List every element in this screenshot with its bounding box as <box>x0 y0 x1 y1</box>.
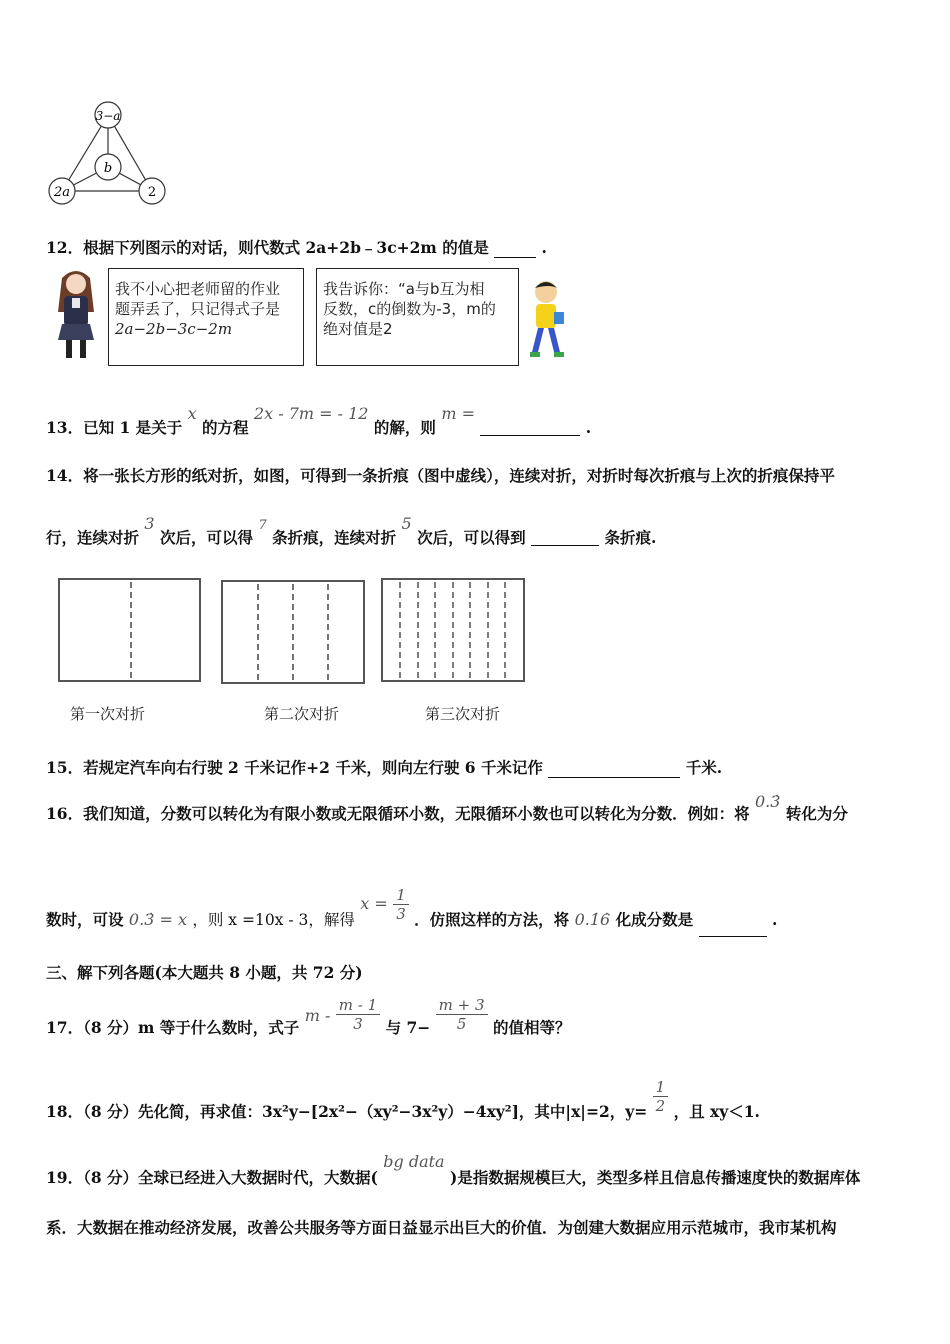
fold-diagram-2 <box>221 580 365 684</box>
q12-answer-blank[interactable] <box>494 257 536 258</box>
q16-fraction: $\frac{1}{3}$ <box>393 886 409 923</box>
q14-answer-blank[interactable] <box>531 545 599 546</box>
question-19-line1: 19．（8 分）全球已经进入大数据时代，大数据( bg data )是指数据规模巨大，类型多样且信息传播速度快的数据库体 <box>46 1152 861 1187</box>
question-14-line2: 行，连续对折 3 次后，可以得 7 条折痕，连续对折 5 次后，可以得到 条折痕. <box>46 514 657 547</box>
fold-caption-3: 第三次对折 <box>425 705 501 723</box>
question-19-line2: 系．大数据在推动经济发展，改善公共服务等方面日益显示出巨大的价值．为创建大数据应用示范城市，我市某机构 <box>46 1218 837 1237</box>
fold-diagram-3 <box>381 578 525 682</box>
fold-diagram-1 <box>58 578 201 682</box>
q15-answer-blank[interactable] <box>548 777 680 778</box>
question-14-line1: 14．将一张长方形的纸对折，如图，可得到一条折痕（图中虚线），连续对折，对折时每次折痕与上次的折痕保持平 <box>46 466 835 485</box>
triangle-center-label: b <box>103 161 113 176</box>
question-16-line1: 16．我们知道，分数可以转化为有限小数或无限循环小数，无限循环小数也可以转化为分数．例如：将 0.3̇ 转化为分 <box>46 792 848 823</box>
question-16-line2: 数时，可设 0.3̇ = x ，则 x =10x - 3，解得 x = $\frac{1}{3}$ ．仿照这样的方法，将 0.1̇6̇ 化成分数是 . <box>46 876 777 926</box>
triangle-diagram <box>40 95 180 215</box>
q18-fraction: $\frac{1}{2}$ <box>653 1078 669 1115</box>
girl-speech-bubble: 我不小心把老师留的作业 题弄丢了，只记得式子是 2a−2b−3c−2m <box>108 268 304 366</box>
fold-caption-2: 第二次对折 <box>264 705 340 723</box>
section-3-heading: 三、解下列各题(本大题共 8 小题，共 72 分) <box>46 963 363 982</box>
triangle-top-label: 3−a <box>95 109 121 123</box>
question-13: 13．已知 1 是关于 x 的方程 2x - 7m = - 12 的解，则 m = . <box>46 404 592 437</box>
q12-text: 12．根据下列图示的对话，则代数式 2a+2b﹣3c+2m 的值是 <box>46 238 489 257</box>
triangle-right-label: 2 <box>147 185 157 200</box>
q17-fraction-1: $\frac{m - 1}{3}$ <box>336 996 380 1033</box>
girl-figure <box>48 268 104 364</box>
boy-speech-bubble: 我告诉你：“a与b互为相 反数，c的倒数为-3，m的 绝对值是2 <box>316 268 519 366</box>
q13-answer-blank[interactable] <box>480 435 580 436</box>
question-18: 18．（8 分）先化简，再求值：3x²y−[2x²−（xy²−3x²y）−4xy²]，其中|x|=2，y= $\frac{1}{2}$ ，且 xy＜1. <box>46 1078 760 1121</box>
fold-caption-1: 第一次对折 <box>70 705 146 723</box>
question-12: 12．根据下列图示的对话，则代数式 2a+2b﹣3c+2m 的值是 . <box>46 238 547 257</box>
triangle-left-label: 2a <box>53 185 71 200</box>
question-15: 15．若规定汽车向右行驶 2 千米记作+2 千米，则向左行驶 6 千米记作 千米. <box>46 758 723 777</box>
q16-answer-blank[interactable] <box>699 936 767 937</box>
question-17: 17．（8 分）m 等于什么数时，式子 m - $\frac{m - 1}{3}$ 与 7− $\frac{m + 3}{5}$ 的值相等？ <box>46 996 571 1037</box>
q17-fraction-2: $\frac{m + 3}{5}$ <box>436 996 488 1033</box>
boy-figure <box>524 278 570 362</box>
